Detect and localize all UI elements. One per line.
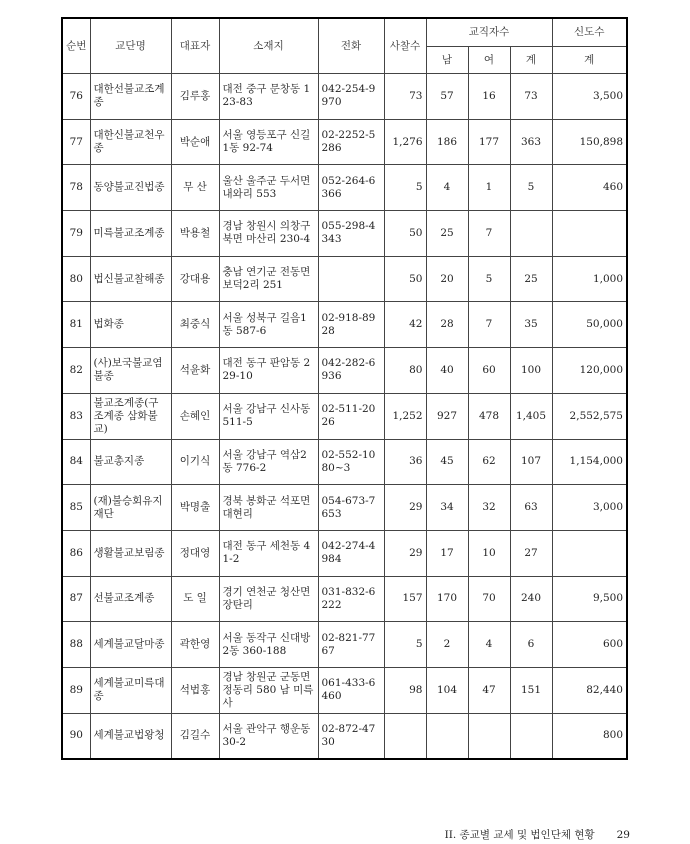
cell-female: 10 [468, 530, 510, 576]
cell-male: 4 [426, 165, 468, 211]
cell-believers: 3,500 [552, 74, 627, 120]
cell-female: 5 [468, 256, 510, 302]
cell-rep: 석법홍 [171, 667, 219, 713]
header-clergy: 교직자수 [426, 18, 552, 47]
cell-rep: 최중식 [171, 302, 219, 348]
cell-org: 불교총지종 [90, 439, 171, 485]
cell-believers: 1,000 [552, 256, 627, 302]
cell-rep: 박용철 [171, 211, 219, 257]
cell-org: 법화종 [90, 302, 171, 348]
header-believers-total: 계 [552, 47, 627, 74]
cell-no: 82 [62, 348, 90, 394]
cell-temples: 42 [384, 302, 426, 348]
cell-addr: 서울 성북구 길음1동 587-6 [219, 302, 318, 348]
cell-female: 7 [468, 211, 510, 257]
header-clergy-total: 계 [510, 47, 552, 74]
cell-addr: 서울 영등포구 신길1동 92-74 [219, 119, 318, 165]
cell-believers: 150,898 [552, 119, 627, 165]
cell-org: (사)보국불교염불종 [90, 348, 171, 394]
cell-org: 세계불교달마종 [90, 622, 171, 668]
cell-female: 4 [468, 622, 510, 668]
header-female: 여 [468, 47, 510, 74]
cell-female: 177 [468, 119, 510, 165]
cell-male: 186 [426, 119, 468, 165]
table-row [62, 576, 627, 622]
cell-female: 32 [468, 485, 510, 531]
cell-addr: 충남 연기군 전동면 보덕2리 251 [219, 256, 318, 302]
cell-male: 34 [426, 485, 468, 531]
cell-addr: 울산 울주군 두서면 내와리 553 [219, 165, 318, 211]
cell-believers: 1,154,000 [552, 439, 627, 485]
cell-temples: 1,252 [384, 393, 426, 439]
header-row [62, 18, 627, 47]
cell-phone: 031-832-6222 [318, 576, 384, 622]
cell-male: 2 [426, 622, 468, 668]
cell-male [426, 713, 468, 759]
cell-male: 45 [426, 439, 468, 485]
cell-total [510, 713, 552, 759]
cell-believers: 9,500 [552, 576, 627, 622]
cell-phone: 042-274-4984 [318, 530, 384, 576]
cell-male: 927 [426, 393, 468, 439]
cell-rep: 김루홍 [171, 74, 219, 120]
cell-addr: 서울 동작구 신대방2동 360-188 [219, 622, 318, 668]
cell-rep: 석윤화 [171, 348, 219, 394]
cell-female: 1 [468, 165, 510, 211]
cell-total: 27 [510, 530, 552, 576]
religious-org-table [61, 17, 628, 760]
cell-addr: 서울 강남구 신사동 511-5 [219, 393, 318, 439]
cell-temples: 5 [384, 622, 426, 668]
cell-addr: 서울 관악구 행운동 30-2 [219, 713, 318, 759]
table-row [62, 302, 627, 348]
cell-org: 생활불교보림종 [90, 530, 171, 576]
table-row [62, 530, 627, 576]
cell-rep: 박명출 [171, 485, 219, 531]
cell-total: 5 [510, 165, 552, 211]
cell-phone: 02-872-4730 [318, 713, 384, 759]
page-number: 29 [616, 829, 630, 841]
cell-believers: 3,000 [552, 485, 627, 531]
cell-addr: 경남 창원시 의창구 북면 마산리 230-4 [219, 211, 318, 257]
cell-addr: 대전 중구 문창동 123-83 [219, 74, 318, 120]
table-row [62, 439, 627, 485]
cell-no: 90 [62, 713, 90, 759]
cell-total: 240 [510, 576, 552, 622]
cell-org: 선불교조계종 [90, 576, 171, 622]
cell-male: 40 [426, 348, 468, 394]
cell-female: 478 [468, 393, 510, 439]
cell-temples: 5 [384, 165, 426, 211]
cell-total: 363 [510, 119, 552, 165]
cell-no: 85 [62, 485, 90, 531]
cell-addr: 대전 동구 세천동 41-2 [219, 530, 318, 576]
cell-org: 법신불교찰해종 [90, 256, 171, 302]
cell-phone: 061-433-6460 [318, 667, 384, 713]
cell-male: 170 [426, 576, 468, 622]
cell-addr: 서울 강남구 역삼2동 776-2 [219, 439, 318, 485]
cell-no: 80 [62, 256, 90, 302]
cell-believers: 600 [552, 622, 627, 668]
cell-phone: 042-254-9970 [318, 74, 384, 120]
cell-male: 104 [426, 667, 468, 713]
cell-total: 63 [510, 485, 552, 531]
cell-total: 1,405 [510, 393, 552, 439]
cell-no: 89 [62, 667, 90, 713]
cell-total: 107 [510, 439, 552, 485]
cell-phone: 02-918-8928 [318, 302, 384, 348]
cell-believers [552, 530, 627, 576]
cell-phone: 02-511-2026 [318, 393, 384, 439]
table-row [62, 74, 627, 120]
table-row [62, 165, 627, 211]
cell-addr: 대전 동구 판암동 229-10 [219, 348, 318, 394]
cell-believers [552, 211, 627, 257]
table-row [62, 119, 627, 165]
table-row [62, 211, 627, 257]
cell-no: 76 [62, 74, 90, 120]
cell-temples: 1,276 [384, 119, 426, 165]
cell-believers: 120,000 [552, 348, 627, 394]
cell-male: 25 [426, 211, 468, 257]
table-row [62, 485, 627, 531]
cell-male: 57 [426, 74, 468, 120]
cell-org: 불교조계종(구 조계종 삼화불교) [90, 393, 171, 439]
cell-rep: 박순애 [171, 119, 219, 165]
cell-temples: 29 [384, 485, 426, 531]
cell-phone: 052-264-6366 [318, 165, 384, 211]
cell-total: 151 [510, 667, 552, 713]
cell-phone: 02-821-7767 [318, 622, 384, 668]
cell-rep: 이기식 [171, 439, 219, 485]
cell-org: (재)불승회유지재단 [90, 485, 171, 531]
cell-believers: 82,440 [552, 667, 627, 713]
header-believers: 신도수 [552, 18, 627, 47]
cell-temples: 50 [384, 256, 426, 302]
cell-no: 87 [62, 576, 90, 622]
cell-female: 62 [468, 439, 510, 485]
table-row [62, 393, 627, 439]
table-body [62, 74, 627, 759]
table-row [62, 348, 627, 394]
header-phone: 전화 [318, 18, 384, 74]
cell-no: 77 [62, 119, 90, 165]
cell-male: 20 [426, 256, 468, 302]
header-male: 남 [426, 47, 468, 74]
cell-rep: 무 산 [171, 165, 219, 211]
cell-rep: 도 일 [171, 576, 219, 622]
header-addr: 소재지 [219, 18, 318, 74]
cell-temples: 36 [384, 439, 426, 485]
cell-no: 86 [62, 530, 90, 576]
cell-org: 미륵불교조계종 [90, 211, 171, 257]
cell-phone: 02-552-1080~3 [318, 439, 384, 485]
cell-believers: 2,552,575 [552, 393, 627, 439]
cell-org: 세계불교미륵대종 [90, 667, 171, 713]
table-row [62, 256, 627, 302]
cell-temples: 157 [384, 576, 426, 622]
cell-no: 88 [62, 622, 90, 668]
cell-female: 60 [468, 348, 510, 394]
cell-phone: 042-282-6936 [318, 348, 384, 394]
cell-temples [384, 713, 426, 759]
header-no: 순번 [62, 18, 90, 74]
cell-believers: 50,000 [552, 302, 627, 348]
cell-no: 79 [62, 211, 90, 257]
cell-total: 25 [510, 256, 552, 302]
cell-temples: 80 [384, 348, 426, 394]
header-temples: 사찰수 [384, 18, 426, 74]
cell-addr: 경남 창원군 군동면 정동리 580 남 미륵사 [219, 667, 318, 713]
cell-rep: 정대영 [171, 530, 219, 576]
cell-total: 35 [510, 302, 552, 348]
cell-female: 47 [468, 667, 510, 713]
cell-male: 17 [426, 530, 468, 576]
cell-no: 81 [62, 302, 90, 348]
page-footer [445, 827, 630, 842]
cell-rep: 곽한영 [171, 622, 219, 668]
cell-rep: 손혜인 [171, 393, 219, 439]
cell-rep: 강대용 [171, 256, 219, 302]
table-row [62, 713, 627, 759]
cell-phone [318, 256, 384, 302]
cell-no: 83 [62, 393, 90, 439]
cell-female [468, 713, 510, 759]
cell-temples: 98 [384, 667, 426, 713]
cell-no: 78 [62, 165, 90, 211]
cell-believers: 460 [552, 165, 627, 211]
cell-believers: 800 [552, 713, 627, 759]
cell-temples: 73 [384, 74, 426, 120]
cell-female: 70 [468, 576, 510, 622]
cell-total: 100 [510, 348, 552, 394]
cell-total [510, 211, 552, 257]
cell-temples: 29 [384, 530, 426, 576]
cell-phone: 02-2252-5286 [318, 119, 384, 165]
cell-no: 84 [62, 439, 90, 485]
table-row [62, 667, 627, 713]
cell-male: 28 [426, 302, 468, 348]
cell-org: 대한신불교천우종 [90, 119, 171, 165]
cell-org: 대한선불교조계종 [90, 74, 171, 120]
table-row [62, 622, 627, 668]
cell-female: 7 [468, 302, 510, 348]
cell-temples: 50 [384, 211, 426, 257]
cell-rep: 김길수 [171, 713, 219, 759]
cell-total: 6 [510, 622, 552, 668]
footer-section-title: II. 종교별 교세 및 법인단체 현황 [444, 829, 595, 841]
header-org: 교단명 [90, 18, 171, 74]
cell-org: 동양불교진법종 [90, 165, 171, 211]
cell-phone: 055-298-4343 [318, 211, 384, 257]
cell-org: 세계불교법왕청 [90, 713, 171, 759]
cell-addr: 경기 연천군 청산면 장탄리 [219, 576, 318, 622]
cell-total: 73 [510, 74, 552, 120]
cell-female: 16 [468, 74, 510, 120]
cell-addr: 경북 봉화군 석포면 대현리 [219, 485, 318, 531]
cell-phone: 054-673-7653 [318, 485, 384, 531]
header-rep: 대표자 [171, 18, 219, 74]
